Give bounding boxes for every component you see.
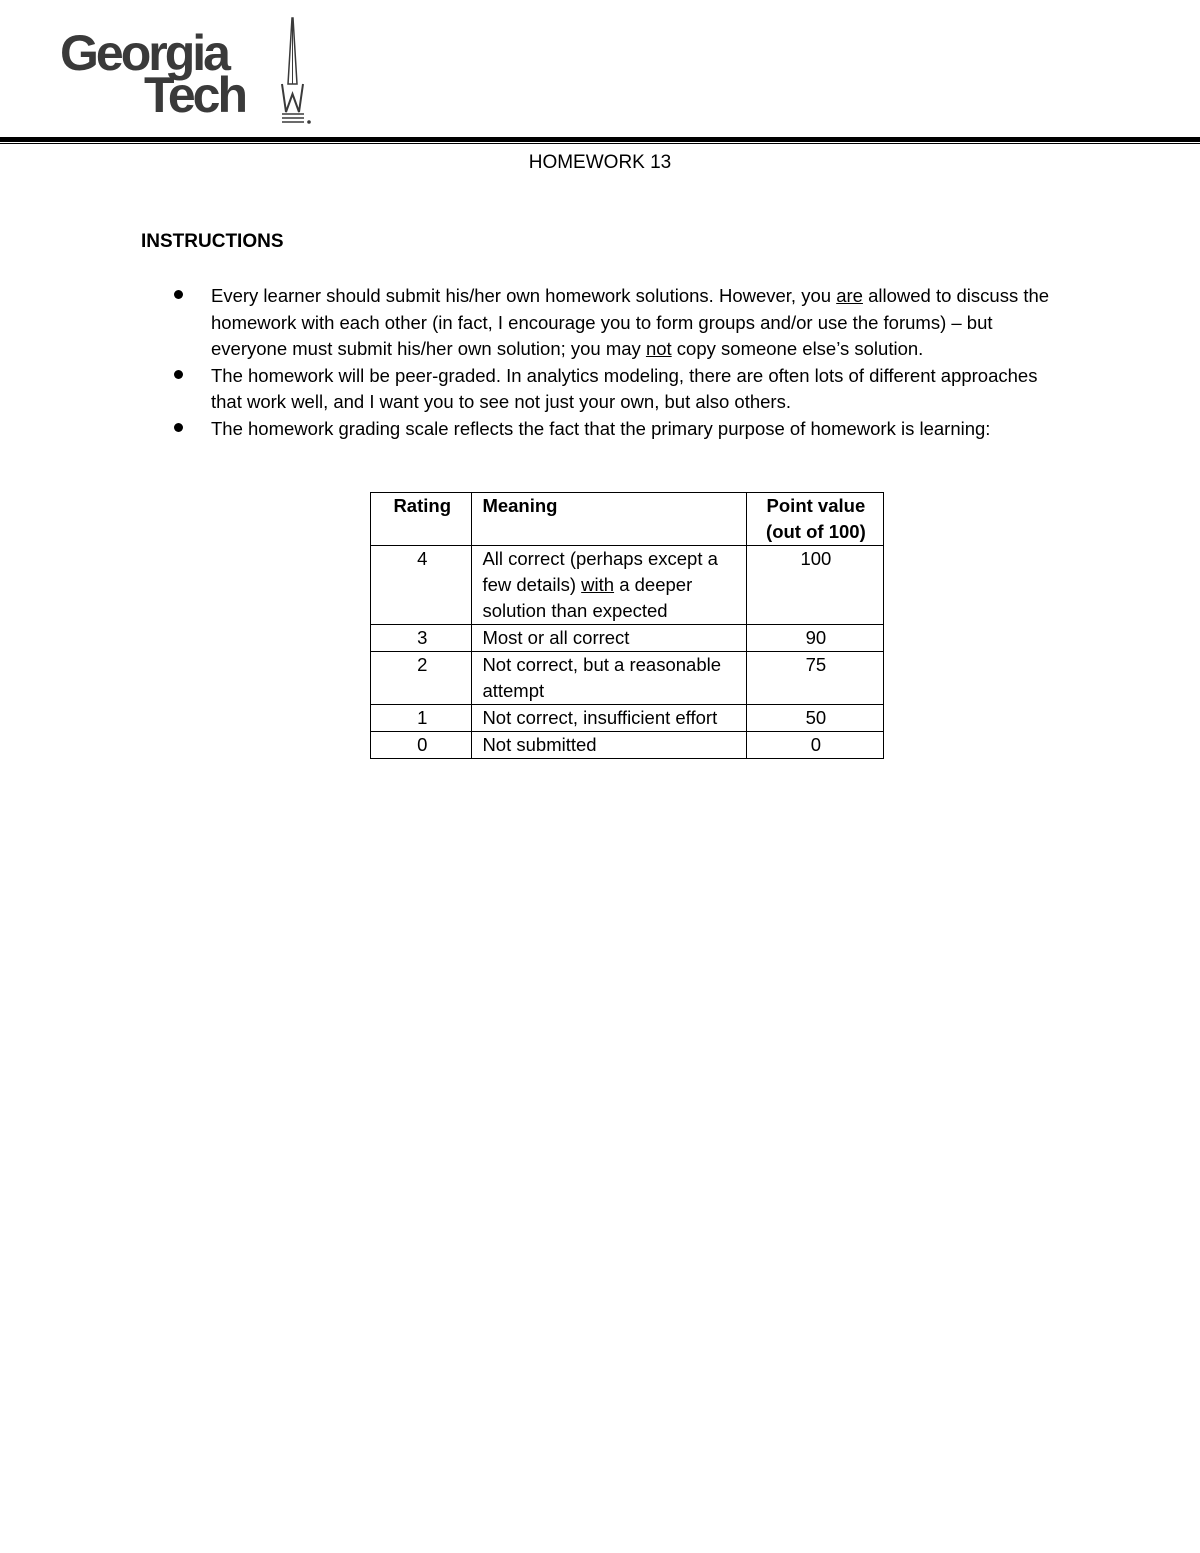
bullet-icon — [174, 370, 183, 379]
points-cell: 75 — [746, 652, 883, 705]
rating-cell: 2 — [371, 652, 472, 705]
table-row — [371, 652, 884, 705]
column-header-rating: Rating — [371, 493, 472, 546]
meaning-cell: Not submitted — [472, 732, 746, 759]
list-item-text — [211, 285, 1049, 359]
column-header-meaning: Meaning — [472, 493, 746, 546]
table-row — [371, 705, 884, 732]
page-title: HOMEWORK 13 — [528, 152, 672, 173]
logo-text-georgia: Georgia — [60, 25, 228, 81]
section-heading-instructions: INSTRUCTIONS — [141, 231, 284, 252]
rating-cell: 1 — [371, 705, 472, 732]
underlined-text: are — [836, 285, 863, 306]
rating-cell: 0 — [371, 732, 472, 759]
list-item-text: The homework grading scale reflects the fact that the primary purpose of homework is learning: — [211, 417, 991, 439]
underlined-text: with — [581, 574, 615, 595]
meaning-cell: Not correct, but a reasonable attempt — [472, 652, 746, 705]
points-cell: 50 — [746, 705, 883, 732]
table-header-row — [371, 493, 884, 546]
text-segment: a deeper solution than expected — [482, 574, 693, 621]
list-item — [172, 283, 1052, 363]
column-header-point-value — [746, 493, 883, 546]
georgia-tech-logo — [58, 14, 328, 130]
table-row — [371, 625, 884, 652]
list-item — [172, 416, 1052, 443]
meaning-cell — [472, 546, 746, 625]
underlined-text: not — [645, 338, 672, 359]
text-segment: copy someone else’s solution. — [671, 338, 924, 359]
header-rule-thin — [0, 143, 1200, 144]
table-row — [371, 732, 884, 759]
grading-scale-table — [370, 492, 884, 759]
text-segment: Every learner should submit his/her own homework solutions. However, you — [211, 285, 837, 306]
logo-text-tech: Tech — [144, 67, 245, 123]
header-line: (out of 100) — [766, 521, 866, 542]
instructions-list — [172, 283, 1052, 442]
list-item-text: The homework will be peer-graded. In analytics modeling, there are often lots of different approaches that work well, and I want you to see not just your own, but also others. — [211, 364, 1038, 412]
rating-cell: 3 — [371, 625, 472, 652]
bullet-icon — [174, 423, 183, 432]
points-cell: 100 — [746, 546, 883, 625]
points-cell: 90 — [746, 625, 883, 652]
rating-cell: 4 — [371, 546, 472, 625]
points-cell: 0 — [746, 732, 883, 759]
header-line: Point value — [766, 495, 866, 516]
text-segment: All correct (perhaps except a few details) — [482, 548, 718, 595]
tech-tower-icon — [278, 14, 322, 130]
text-segment: allowed to discuss the homework with each other (in fact, I encourage you to form groups and/or use the forums) – but everyone must submit his/her own solution; you may — [211, 285, 1050, 359]
meaning-cell: Most or all correct — [472, 625, 746, 652]
meaning-cell: Not correct, insufficient effort — [472, 705, 746, 732]
header-rule — [0, 137, 1200, 142]
table-row — [371, 546, 884, 625]
bullet-icon — [174, 290, 183, 299]
list-item — [172, 363, 1052, 416]
